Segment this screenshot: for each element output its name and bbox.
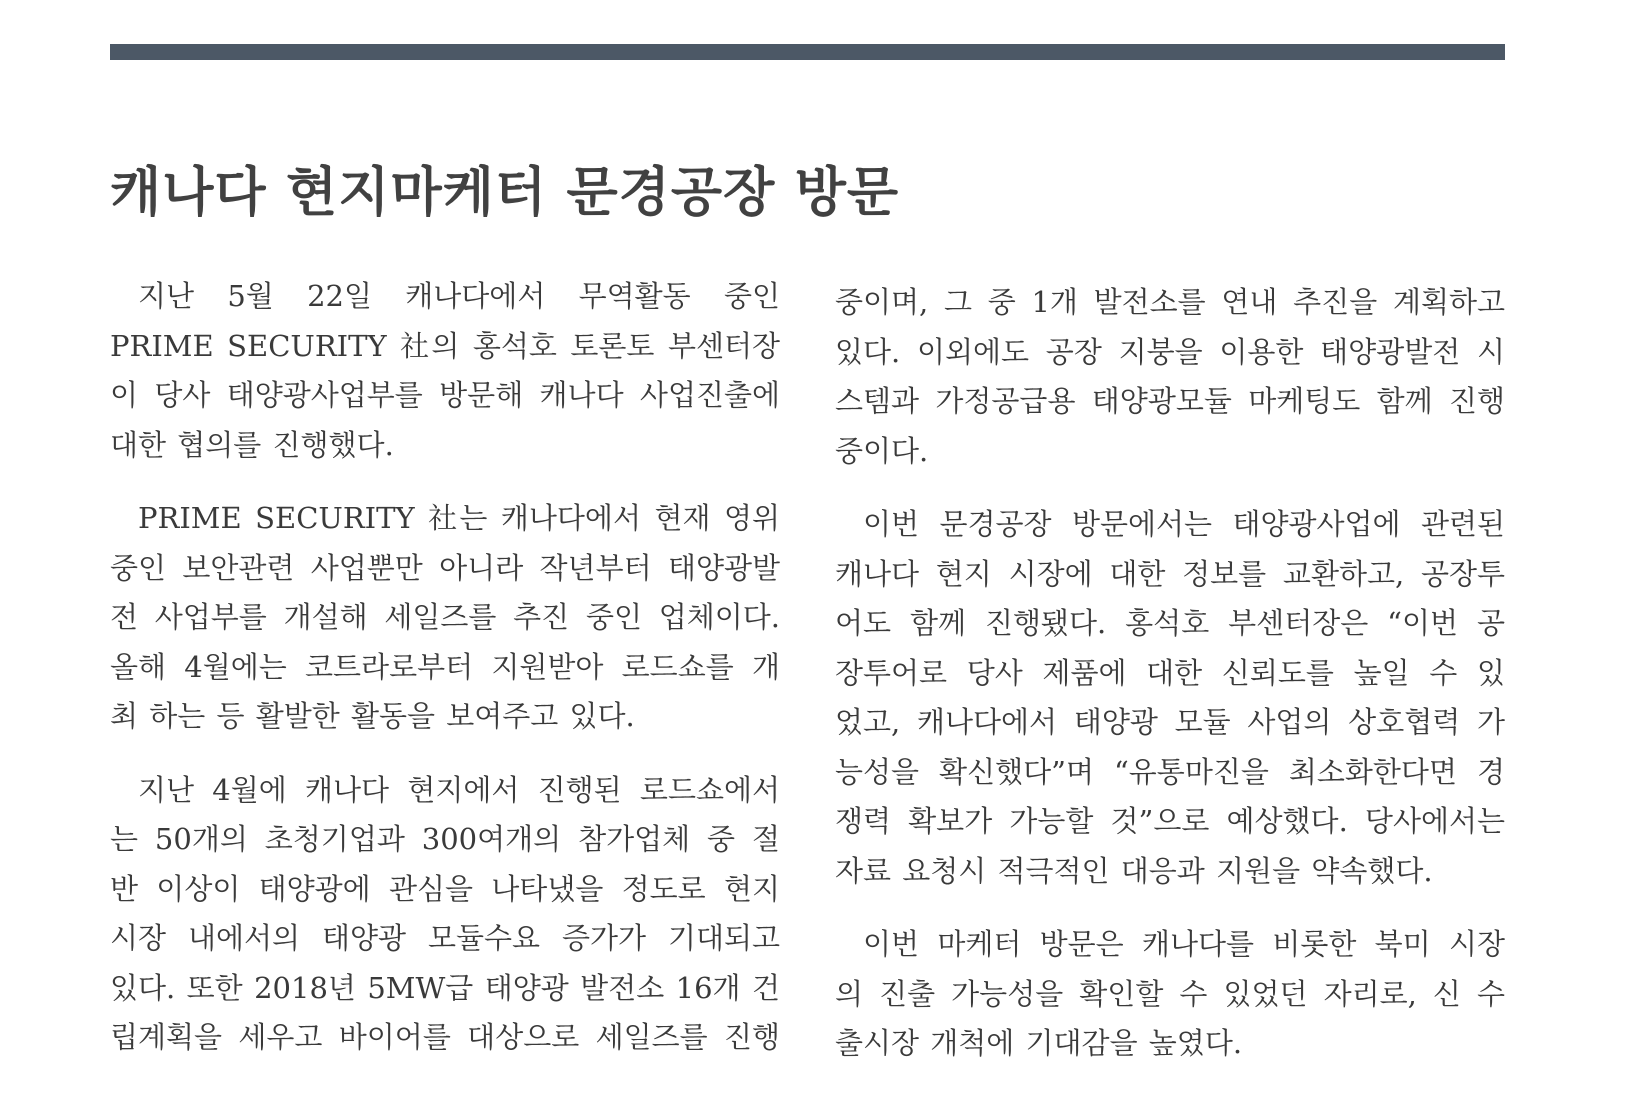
text-line: 시장 내에서의 태양광 모듈수요 증가가 기대되고 bbox=[110, 921, 780, 955]
paragraph-5 bbox=[835, 500, 1505, 896]
text-line: 능성을 확신했다”며 “유통마진을 최소화한다면 경 bbox=[835, 754, 1505, 789]
text-line: 립계획을 세우고 바이어를 대상으로 세일즈를 진행 bbox=[110, 1020, 780, 1054]
text-line: 의 진출 가능성을 확인할 수 있었던 자리로, 신 수 bbox=[835, 976, 1505, 1011]
paragraph-2 bbox=[110, 494, 780, 742]
text-line: 는 50개의 초청기업과 300여개의 참가업체 중 절 bbox=[110, 822, 780, 856]
text-line: PRIME SECURITY 社는 캐나다에서 현재 영위 bbox=[138, 501, 780, 535]
paragraph-6 bbox=[835, 920, 1505, 1069]
text-line: 대한 협의를 진행했다. bbox=[110, 427, 394, 462]
text-line: 전 사업부를 개설해 세일즈를 추진 중인 업체이다. bbox=[110, 600, 780, 634]
text-line: 있다. 또한 2018년 5MW급 태양광 발전소 16개 건 bbox=[110, 970, 780, 1005]
text-line: 어도 함께 진행됐다. 홍석호 부센터장은 “이번 공 bbox=[835, 606, 1505, 640]
paragraph-1 bbox=[110, 272, 780, 470]
text-line: 지난 4월에 캐나다 현지에서 진행된 로드쇼에서 bbox=[138, 772, 780, 807]
text-line: 자료 요청시 적극적인 대응과 지원을 약속했다. bbox=[835, 853, 1433, 888]
text-line: 올해 4월에는 코트라로부터 지원받아 로드쇼를 개 bbox=[110, 649, 780, 684]
article-title: 캐나다 현지마케터 문경공장 방문 bbox=[110, 162, 900, 223]
text-line: 쟁력 확보가 가능할 것”으로 예상했다. 당사에서는 bbox=[835, 804, 1505, 838]
article-right-column bbox=[835, 278, 1505, 1093]
text-line: 었고, 캐나다에서 태양광 모듈 사업의 상호협력 가 bbox=[835, 705, 1505, 739]
text-line: 있다. 이외에도 공장 지붕을 이용한 태양광발전 시 bbox=[835, 334, 1505, 369]
text-line: PRIME SECURITY 社의 홍석호 토론토 부센터장 bbox=[110, 328, 780, 363]
text-line: 장투어로 당사 제품에 대한 신뢰도를 높일 수 있 bbox=[835, 655, 1505, 690]
text-line: 이 당사 태양광사업부를 방문해 캐나다 사업진출에 bbox=[110, 378, 780, 412]
text-line: 스템과 가정공급용 태양광모듈 마케팅도 함께 진행 bbox=[835, 384, 1505, 418]
text-line: 중이다. bbox=[835, 433, 929, 468]
text-line: 반 이상이 태양광에 관심을 나타냈을 정도로 현지 bbox=[110, 871, 780, 906]
text-line: 지난 5월 22일 캐나다에서 무역활동 중인 bbox=[138, 279, 780, 313]
paragraph-3 bbox=[110, 766, 780, 1063]
top-divider-bar bbox=[110, 44, 1505, 60]
text-line: 캐나다 현지 시장에 대한 정보를 교환하고, 공장투 bbox=[835, 556, 1505, 591]
text-line: 최 하는 등 활발한 활동을 보여주고 있다. bbox=[110, 699, 635, 733]
text-line: 출시장 개척에 기대감을 높였다. bbox=[835, 1026, 1243, 1060]
article-left-column bbox=[110, 272, 780, 1087]
text-line: 중인 보안관련 사업뿐만 아니라 작년부터 태양광발 bbox=[110, 550, 780, 585]
paragraph-4 bbox=[835, 278, 1505, 476]
text-line: 이번 마케터 방문은 캐나다를 비롯한 북미 시장 bbox=[863, 927, 1505, 961]
text-line: 이번 문경공장 방문에서는 태양광사업에 관련된 bbox=[863, 507, 1505, 541]
text-line: 중이며, 그 중 1개 발전소를 연내 추진을 계획하고 bbox=[835, 285, 1505, 319]
